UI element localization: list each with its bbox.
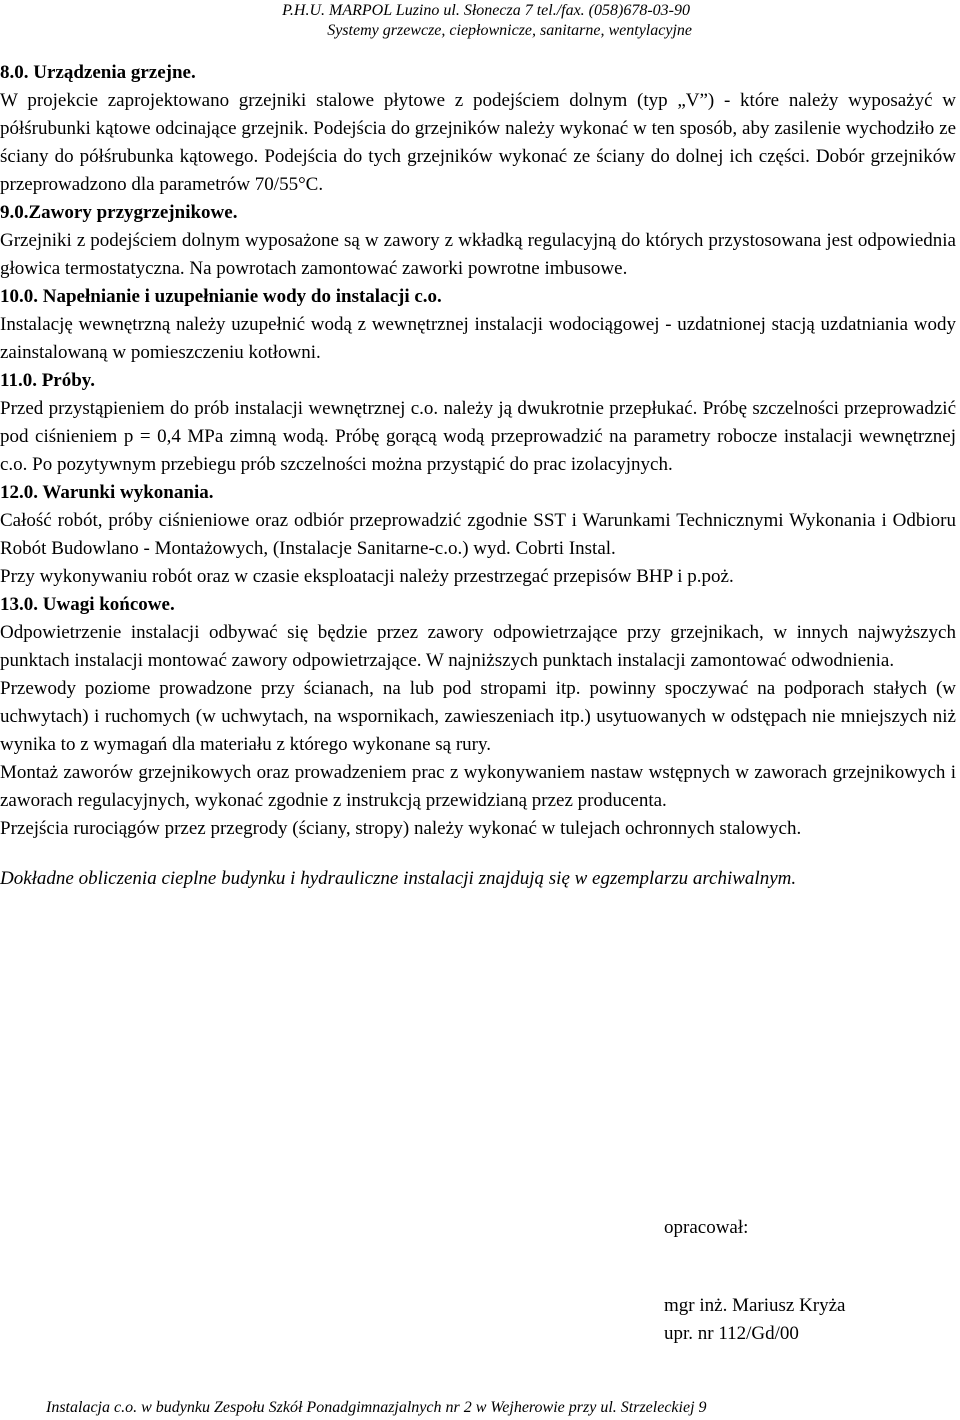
section-11-paragraph: Przed przystąpieniem do prób instalacji wewnętrznej c.o. należy ją dwukrotnie przepłukać. Próbę szczelności przeprowadzić pod ciśnieniem p = 0,4 MPa zimną wodą. Próbę gorącą wodą przeprowadzić na parametry robocze instalacji wewnętrznej c.o. Po pozytywnym przebiegu prób szczelności można przystąpić do prac izolacyjnych. (0, 398, 956, 475)
section-13-paragraph: Przewody poziome prowadzone przy ścianach, na lub pod stropami itp. powinny spoczywać na podporach stałych (w uchwytach) i ruchomych (w uchwytach, na wspornikach, zawieszeniach itp.) usytuowanych w odstępach nie mniejszych niż wynika to z wymagań dla materiału z którego wykonane są rury. (0, 678, 956, 755)
header-company-line: P.H.U. MARPOL Luzino ul. Słonecza 7 tel./fax. (058)678-03-90 (282, 2, 690, 19)
section-9-title: 9.0.Zawory przygrzejnikowe. (0, 202, 238, 223)
section-9-paragraph: Grzejniki z podejściem dolnym wyposażone są w zawory z wkładką regulacyjną do których przystosowana jest odpowiednia głowica termostatyczna. Na powrotach zamontować zaworki powrotne imbusowe. (0, 230, 956, 279)
section-8-paragraph: W projekcie zaprojektowano grzejniki stalowe płytowe z podejściem dolnym (typ „V”) - które należy wyposażyć w półśrubunki kątowe odcinające grzejnik. Podejścia do grzejników należy wykonać w ten sposób, aby zasilenie wychodziło ze ściany do półśrubunka kątowego. Podejścia do tych grzejników wykonać ze ściany do dolnej ich części. Dobór grzejników przeprowadzono dla parametrów 70/55°C. (0, 90, 956, 195)
section-12-paragraph: Całość robót, próby ciśnieniowe oraz odbiór przeprowadzić zgodnie SST i Warunkami Technicznymi Wykonania i Odbioru Robót Budowlano - Montażowych, (Instalacje Sanitarne-c.o.) wyd. Cobrti Instal. (0, 510, 956, 559)
signature-license: upr. nr 112/Gd/00 (664, 1323, 799, 1344)
page-footer: Instalacja c.o. w budynku Zespołu Szkół Ponadgimnazjalnych nr 2 w Wejherowie przy ul. Strzeleckiej 9 (46, 1399, 707, 1416)
section-13-paragraph: Przejścia rurociągów przez przegrody (ściany, stropy) należy wykonać w tulejach ochronnych stalowych. (0, 818, 802, 839)
section-8-title: 8.0. Urządzenia grzejne. (0, 62, 196, 83)
section-12-title: 12.0. Warunki wykonania. (0, 482, 214, 503)
document-body (0, 59, 956, 893)
section-10-title: 10.0. Napełnianie i uzupełnianie wody do instalacji c.o. (0, 286, 442, 307)
section-13-title: 13.0. Uwagi końcowe. (0, 594, 175, 615)
signature-label: opracował: (664, 1217, 749, 1238)
section-12-paragraph: Przy wykonywaniu robót oraz w czasie eksploatacji należy przestrzegać przepisów BHP i p.poż. (0, 566, 734, 587)
section-13-paragraph: Montaż zaworów grzejnikowych oraz prowadzeniem prac z wykonywaniem nastaw wstępnych w zaworach grzejnikowych i zaworach regulacyjnych, wykonać zgodnie z instrukcją przewidzianą przez producenta. (0, 762, 956, 811)
section-11-title: 11.0. Próby. (0, 370, 96, 391)
section-13-paragraph: Odpowietrzenie instalacji odbywać się będzie przez zawory odpowietrzające przy grzejnikach, w innych najwyższych punktach instalacji montować zawory odpowietrzające. W najniższych punktach instalacji zamontować odwodnienia. (0, 622, 956, 671)
section-10-paragraph: Instalację wewnętrzną należy uzupełnić wodą z wewnętrznej instalacji wodociągowej - uzdatnionej stacją uzdatniania wody zainstalowaną w pomieszczeniu kotłowni. (0, 314, 956, 363)
header-services-line: Systemy grzewcze, ciepłownicze, sanitarne, wentylacyjne (327, 22, 692, 39)
closing-note: Dokładne obliczenia cieplne budynku i hydrauliczne instalacji znajdują się w egzemplarzu archiwalnym. (0, 868, 797, 889)
signature-name: mgr inż. Mariusz Kryża (664, 1295, 846, 1316)
spacer (0, 843, 956, 865)
